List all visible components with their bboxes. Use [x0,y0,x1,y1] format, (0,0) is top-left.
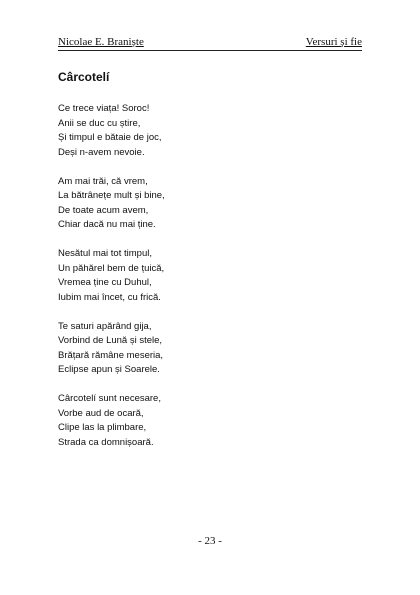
verse-line: Nesătul mai tot timpul, [58,248,152,259]
verse-line: Chiar dacă nu mai ține. [58,219,156,230]
verse-line: Te saturi apărând gija, [58,320,152,332]
verse-line: Iubim mai încet, cu frică. [58,291,161,303]
poem-body [58,102,165,465]
verse-line: Clipe las la plimbare, [58,422,147,433]
header-book-title: Versuri și fie [305,36,362,48]
stanza [58,247,165,305]
stanza [58,175,165,233]
verse-line: La bătrânețe mult și bine, [58,190,165,201]
verse-line: Eclipse apun și Soarele. [58,364,160,375]
verse-line: Cârcotelí sunt necesare, [58,393,161,404]
verse-line: Un păhărel bem de țuică, [58,262,165,274]
poem-title: Cârcotelí [58,70,110,84]
verse-line: Vremea ține cu Duhul, [58,277,152,288]
verse-line: Brățară rămâne meseria, [58,349,164,361]
verse-line: De toate acum avem, [58,204,149,216]
header-author: Nicolae E. Braniște [58,36,144,48]
page-number: - 23 - [198,535,222,547]
verse-line: Ce trece viața! Soroc! [58,103,150,114]
verse-line: Vorbe aud de ocară, [58,407,144,419]
stanza [58,102,165,160]
stanza [58,320,165,378]
verse-line: Vorbind de Lună și stele, [58,335,163,346]
stanza [58,392,165,450]
verse-line: Și timpul e bătaie de joc, [58,132,162,143]
verse-line: Deși n-avem nevoie. [58,146,145,158]
verse-line: Am mai trăi, că vrem, [58,175,148,187]
verse-line: Strada ca domnișoară. [58,436,154,448]
verse-line: Anii se duc cu știre, [58,117,141,129]
page-header [58,36,362,51]
